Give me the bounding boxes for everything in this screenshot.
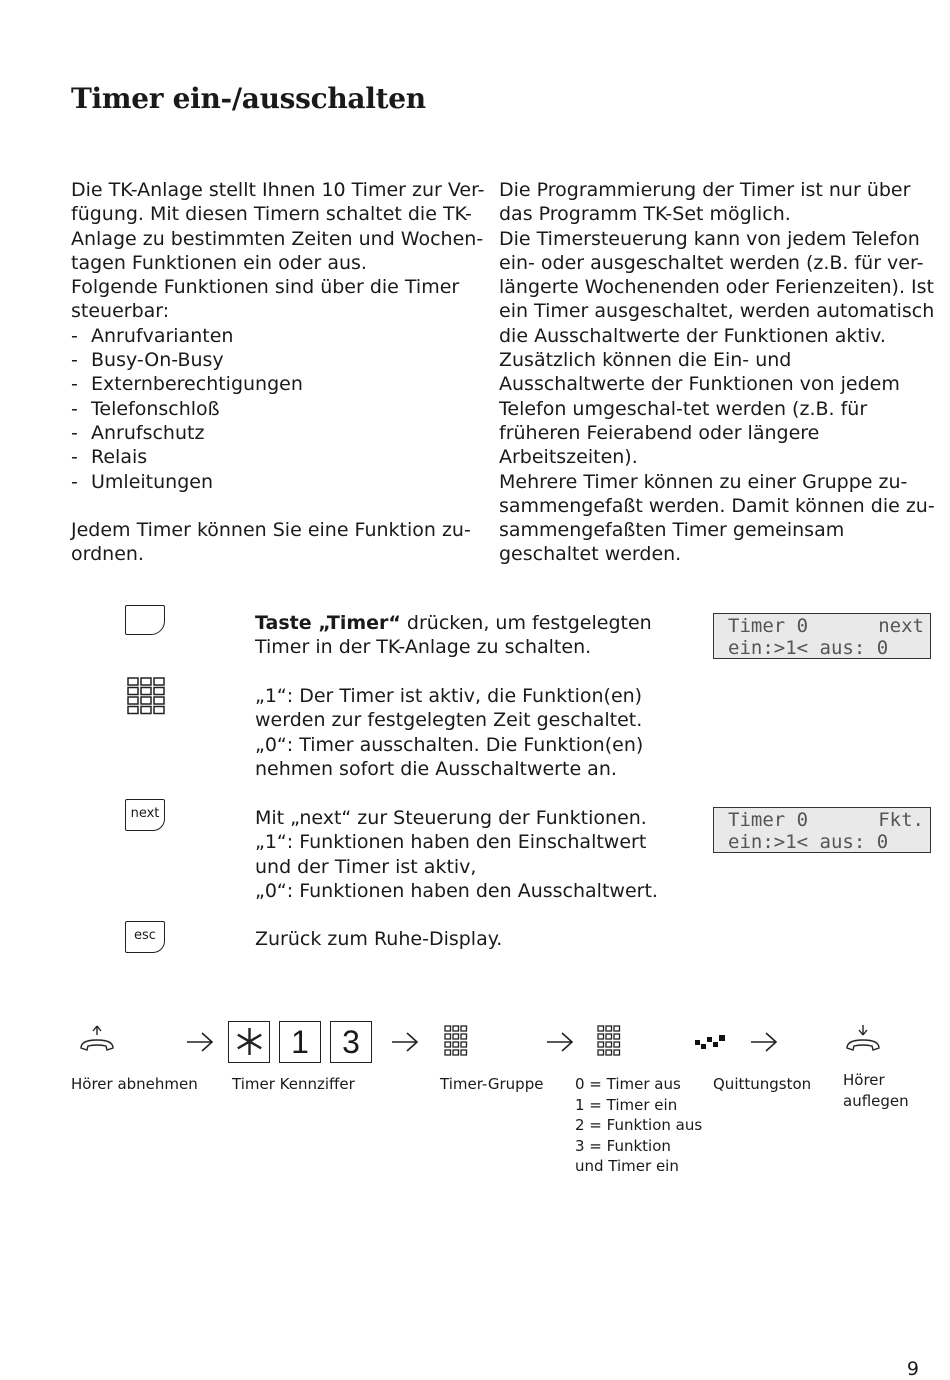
flow-arrow-icon [186,1031,214,1053]
list-item: - Relais [71,445,491,469]
handset-hangup-icon [845,1024,881,1058]
flow-arrow-icon [750,1031,778,1053]
caption-options [575,1074,702,1177]
group-paragraph: Mehrere Timer können zu einer Gruppe zu-sammengefaßt werden. Damit können die zu-sammengefaßten Timer gemeinsam geschaltet werden. [499,470,935,566]
flow-arrow-icon [546,1031,574,1053]
list-item: - Externberechtigungen [71,372,491,396]
timer-key-icon [125,605,165,635]
hangup-line1: Hörer [843,1071,885,1089]
lcd1-row1-right: next [878,615,924,637]
functions-intro: Folgende Funktionen sind über die Timer steuerbar: [71,276,460,323]
control-paragraph: Die Timersteuerung kann von jedem Telefon ein- oder ausgeschaltet werden (z.B. für ver-längerte Wochenenden oder Ferienzeiten). Ist ein Timer ausgeschaltet, werden automatisch die Ausschaltwerte der Funktionen aktiv. [499,227,935,347]
option-0: 0 = Timer aus [575,1075,681,1093]
keypad-icon [597,1025,621,1062]
intro-paragraph: Die TK-Anlage stellt Ihnen 10 Timer zur Ver-fügung. Mit diesen Timern schaltet die TK-Anlage zu bestimmten Zeiten und Wochen-tagen Funktionen ein oder aus. [71,179,485,274]
option-3: 3 = Funktion [575,1136,671,1155]
step-timer-key [255,611,685,660]
esc-key-icon: esc [125,921,165,953]
confirmation-tone-icon [695,1034,727,1054]
star-key-icon [228,1021,270,1063]
step2-line2: werden zur festgelegten Zeit geschaltet. [255,709,643,732]
step-esc [255,927,685,951]
step3-line4: „0“: Funktionen haben den Ausschaltwert. [255,879,658,902]
caption-hang-up [843,1070,909,1111]
list-item: - Umleitungen [71,470,491,494]
step2-line3: „0“: Timer ausschalten. Die Funktion(en) [255,733,644,756]
option-1: 1 = Timer ein [575,1095,678,1114]
programming-paragraph: Die Programmierung der Timer ist nur über das Programm TK-Set möglich. [499,179,911,226]
step2-line4: nehmen sofort die Ausschaltwerte an. [255,757,617,780]
lcd2-row2: ein:>1< aus: 0 [728,831,889,853]
step1-bold: Taste „Timer“ [255,612,401,634]
list-item: - Telefonschloß [71,397,491,421]
step1-line2: Timer in der TK-Anlage zu schalten. [255,636,592,659]
list-item: - Anrufvarianten [71,324,491,348]
lcd-display-timer-fkt [713,807,931,853]
digit-key-1: 1 [279,1021,321,1063]
step3-line3: und der Timer ist aktiv, [255,855,477,878]
caption-confirmation-tone: Quittungston [713,1075,812,1093]
lcd1-row1-left: Timer 0 [728,615,809,637]
keypad-icon [444,1025,468,1062]
step2-line1: „1“: Der Timer ist aktiv, die Funktion(en) [255,685,643,707]
flow-arrow-icon [391,1031,419,1053]
next-key-icon: next [125,799,165,831]
step3-line2: „1“: Funktionen haben den Einschaltwert [255,831,647,854]
caption-timer-code: Timer Kennziffer [232,1075,355,1093]
digit-key-3: 3 [330,1021,372,1063]
keypad-icon [127,677,165,719]
option-2: 2 = Funktion aus [575,1116,703,1134]
lcd1-row2: ein:>1< aus: 0 [728,637,889,659]
list-item: - Anrufschutz [71,421,491,445]
page-title: Timer ein-/ausschalten [71,82,426,115]
step-enter-value [255,684,685,781]
step1-text: drücken, um festgelegten [400,612,652,634]
right-column [499,178,939,567]
assign-paragraph: Jedem Timer können Sie eine Funktion zu-ordnen. [71,519,471,566]
functions-list [71,324,491,494]
step3-line1: Mit „next“ zur Steuerung der Funktionen. [255,807,647,829]
step4-line1: Zurück zum Ruhe-Display. [255,928,503,950]
caption-timer-group: Timer-Gruppe [440,1075,544,1093]
lcd2-row1-right: Fkt. [878,809,924,831]
hangup-line2: auflegen [843,1091,909,1110]
caption-lift-handset: Hörer abnehmen [71,1075,198,1093]
list-item: - Busy-On-Busy [71,348,491,372]
option-3-cont: und Timer ein [575,1157,679,1175]
lcd-display-timer-next [713,613,931,659]
lcd2-row1-left: Timer 0 [728,809,809,831]
page-number: 9 [906,1358,919,1380]
handset-lift-icon [79,1024,115,1058]
left-column [71,178,491,567]
switch-paragraph: Zusätzlich können die Ein- und Ausschaltwerte der Funktionen von jedem Telefon umgeschal-tet werden (z.B. für früheren Feierabend oder längere Arbeitszeiten). [499,349,900,469]
step-next [255,806,685,903]
